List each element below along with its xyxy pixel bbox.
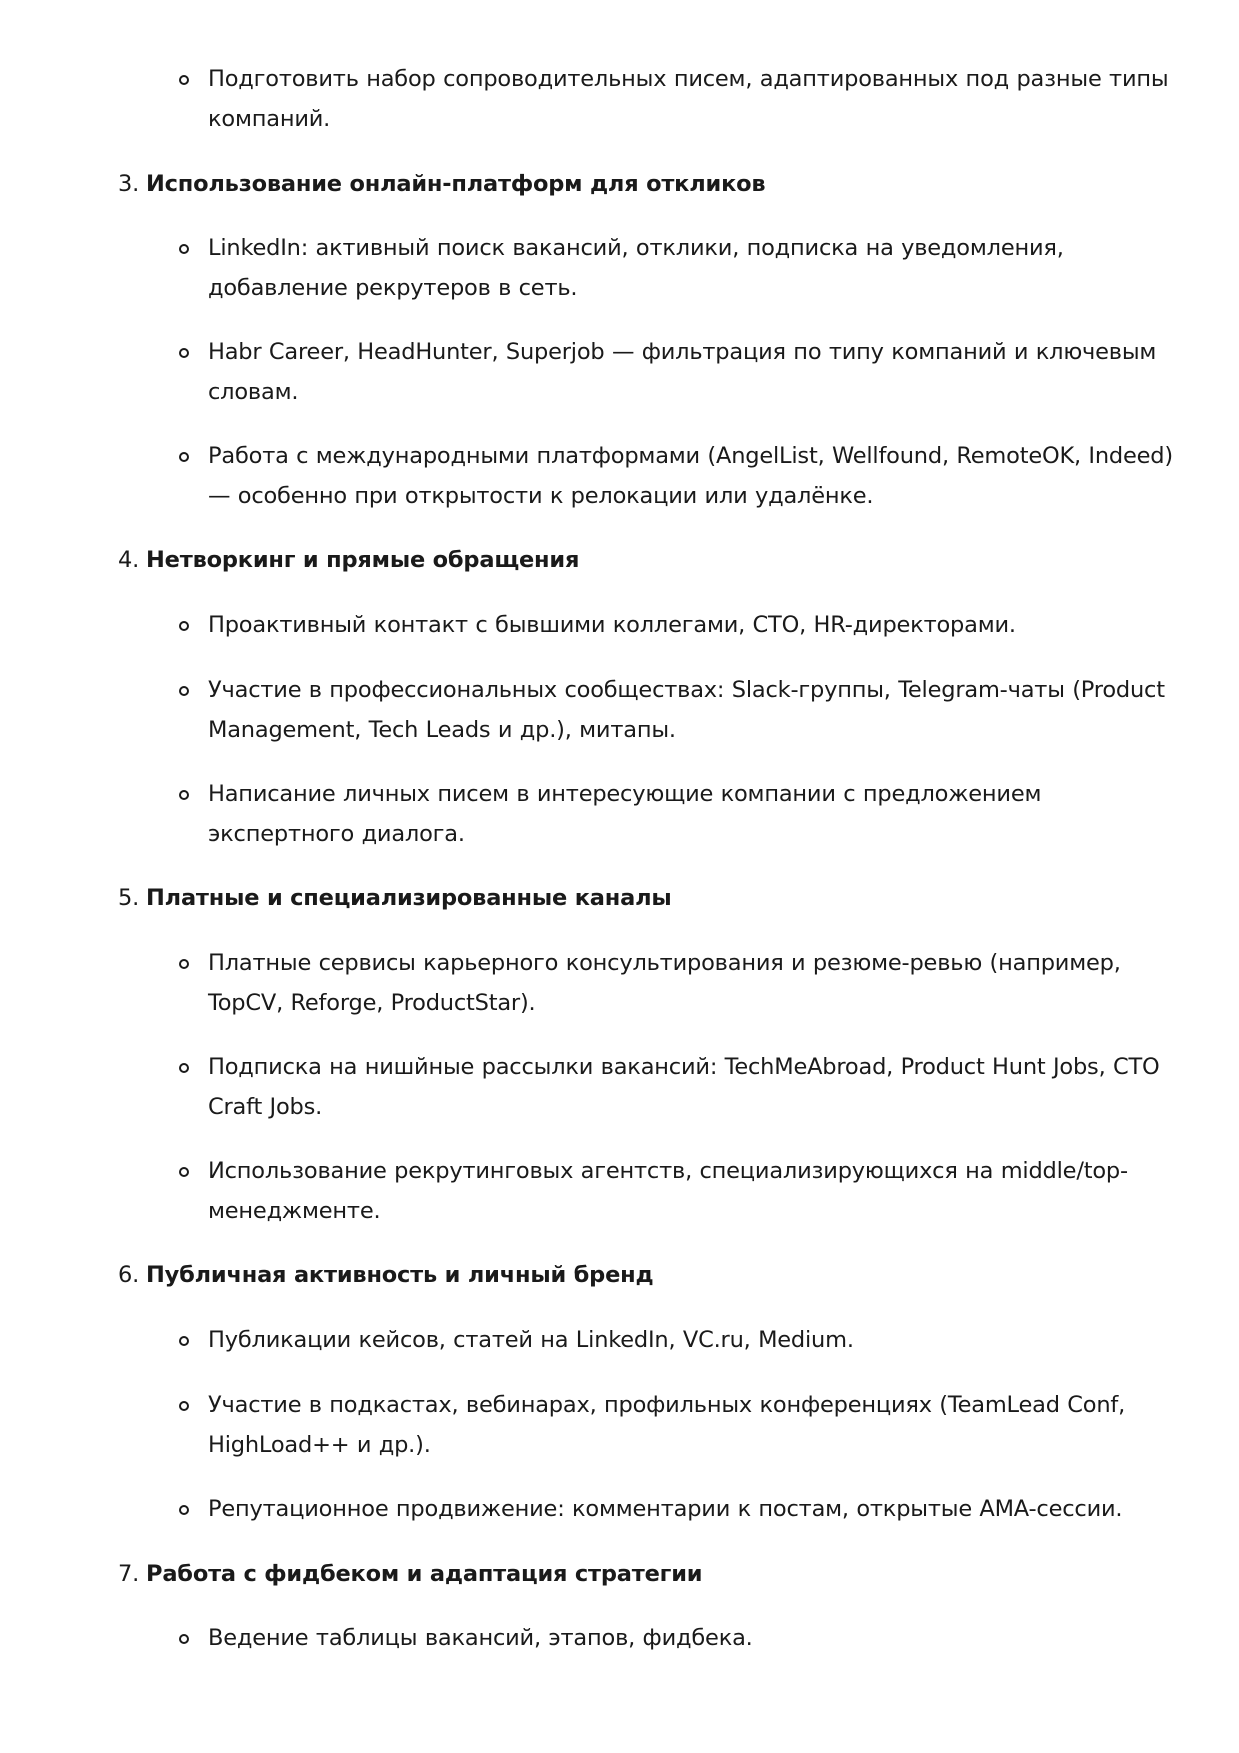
list-item-line: компаний. <box>208 106 331 132</box>
list-item-line: словам. <box>208 379 299 405</box>
hollow-bullet-icon <box>179 959 189 969</box>
list-item-line: добавление рекрутеров в сеть. <box>208 275 578 301</box>
list-item-line: Платные сервисы карьерного консультирования и резюме-ревью (например, <box>208 950 1121 976</box>
list-item <box>208 943 1208 1023</box>
list-item-line: Участие в подкастах, вебинарах, профильных конференциях (TeamLead Conf, <box>208 1392 1126 1418</box>
list-item-line: Написание личных писем в интересующие компании с предложением <box>208 781 1042 807</box>
list-item <box>208 436 1208 516</box>
list-item <box>208 1489 1208 1529</box>
section-heading <box>118 1554 702 1594</box>
hollow-bullet-icon <box>179 1401 189 1411</box>
hollow-bullet-icon <box>179 452 189 462</box>
section-number: 4. <box>118 547 140 573</box>
section-heading <box>118 1255 653 1295</box>
list-item <box>208 1320 1208 1360</box>
section-number: 6. <box>118 1262 140 1288</box>
list-item-line: Работа с международными платформами (AngelList, Wellfound, RemoteOK, Indeed) <box>208 443 1173 469</box>
section-title: Использование онлайн-платформ для откликов <box>146 171 766 197</box>
hollow-bullet-icon <box>179 348 189 358</box>
list-item <box>208 1151 1208 1231</box>
list-item <box>208 332 1208 412</box>
hollow-bullet-icon <box>179 686 189 696</box>
section-heading <box>118 540 579 580</box>
hollow-bullet-icon <box>179 1167 189 1177</box>
list-item-line: Craft Jobs. <box>208 1094 323 1120</box>
list-item-line: Репутационное продвижение: комментарии к постам, открытые AMA-сессии. <box>208 1496 1123 1522</box>
list-item-line: Подготовить набор сопроводительных писем, адаптированных под разные типы <box>208 66 1169 92</box>
list-item-line: Management, Tech Leads и др.), митапы. <box>208 717 676 743</box>
section-number: 5. <box>118 885 140 911</box>
list-item <box>208 59 1208 139</box>
hollow-bullet-icon <box>179 1505 189 1515</box>
section-title: Платные и специализированные каналы <box>146 885 672 911</box>
list-item <box>208 1385 1208 1465</box>
section-number: 7. <box>118 1561 140 1587</box>
list-item-line: Habr Career, HeadHunter, Superjob — фильтрация по типу компаний и ключевым <box>208 339 1157 365</box>
hollow-bullet-icon <box>179 1063 189 1073</box>
list-item <box>208 670 1208 750</box>
list-item-line: HighLoad++ и др.). <box>208 1432 431 1458</box>
section-heading <box>118 164 765 204</box>
list-item <box>208 228 1208 308</box>
section-heading <box>118 878 672 918</box>
list-item <box>208 1047 1208 1127</box>
section-title: Нетворкинг и прямые обращения <box>146 547 580 573</box>
list-item-line: Проактивный контакт с бывшими коллегами, CTO, HR-директорами. <box>208 612 1016 638</box>
list-item-line: менеджменте. <box>208 1198 381 1224</box>
list-item-line: Использование рекрутинговых агентств, специализирующихся на middle/top- <box>208 1158 1128 1184</box>
list-item-line: Ведение таблицы вакансий, этапов, фидбека. <box>208 1625 753 1651</box>
list-item-line: Публикации кейсов, статей на LinkedIn, VC.ru, Medium. <box>208 1327 854 1353</box>
list-item-line: — особенно при открытости к релокации или удалёнке. <box>208 483 874 509</box>
list-item <box>208 605 1208 645</box>
section-title: Публичная активность и личный бренд <box>146 1262 654 1288</box>
hollow-bullet-icon <box>179 244 189 254</box>
section-number: 3. <box>118 171 140 197</box>
list-item <box>208 774 1208 854</box>
list-item-line: Участие в профессиональных сообществах: Slack-группы, Telegram-чаты (Product <box>208 677 1165 703</box>
list-item-line: LinkedIn: активный поиск вакансий, отклики, подписка на уведомления, <box>208 235 1064 261</box>
hollow-bullet-icon <box>179 1634 189 1644</box>
list-item <box>208 1618 1208 1658</box>
hollow-bullet-icon <box>179 1336 189 1346</box>
hollow-bullet-icon <box>179 75 189 85</box>
hollow-bullet-icon <box>179 621 189 631</box>
section-title: Работа с фидбеком и адаптация стратегии <box>146 1561 703 1587</box>
list-item-line: экспертного диалога. <box>208 821 465 847</box>
list-item-line: Подписка на нишйные рассылки вакансий: TechMeAbroad, Product Hunt Jobs, CTO <box>208 1054 1160 1080</box>
list-item-line: TopCV, Reforge, ProductStar). <box>208 990 536 1016</box>
hollow-bullet-icon <box>179 790 189 800</box>
